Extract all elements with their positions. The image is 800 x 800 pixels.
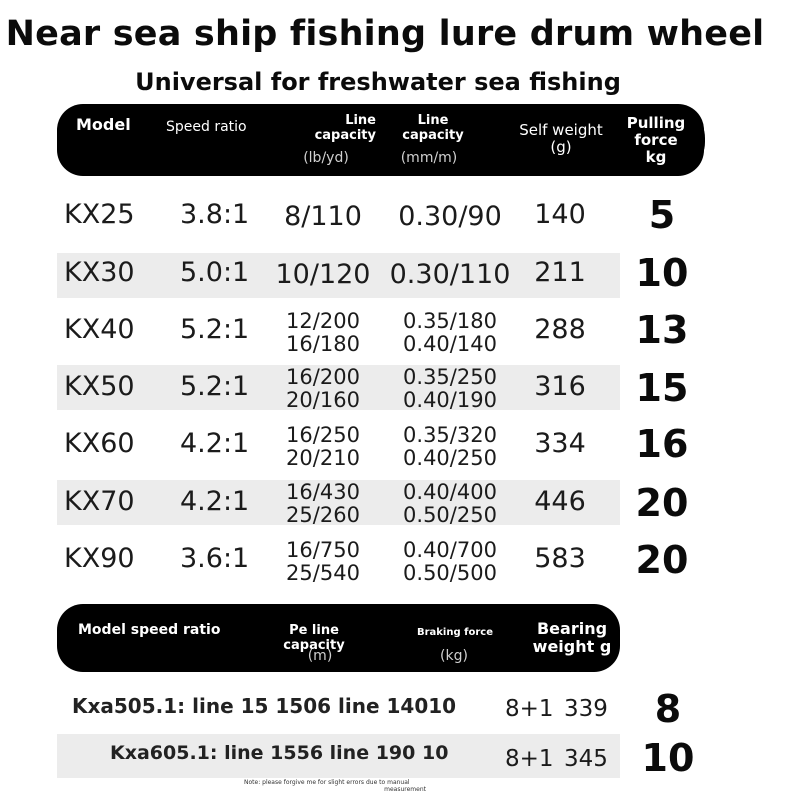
cell-weight: 339: [564, 696, 608, 722]
cell-pulling-force: 20: [635, 538, 689, 582]
cell-line-capacity-lb: 10/120: [275, 259, 371, 290]
cell-speed-ratio: 5.2:1: [180, 314, 250, 345]
cell-pulling-force: 8: [654, 687, 682, 731]
cell-line-capacity-mm: 0.40/700: [403, 538, 497, 562]
cell-spec: Kxa505.1: line 15 1506 line 14010: [72, 694, 457, 718]
cell-line-capacity-lb: 12/200: [286, 309, 360, 333]
cell-line-capacity-lb-2: 16/180: [286, 332, 360, 356]
footnote-line-2: measurement: [384, 785, 426, 793]
header-pulling-force: Pulling force kg: [626, 114, 686, 166]
cell-line-capacity-lb: 16/430: [286, 480, 360, 504]
header-line-capacity-mm: Line capacity: [402, 113, 464, 143]
cell-line-capacity-mm-2: 0.40/250: [403, 446, 497, 470]
cell-weight: 316: [534, 371, 586, 402]
cell-pulling-force: 20: [635, 481, 689, 525]
cell-pulling-force: 5: [648, 193, 676, 237]
cell-weight: 345: [564, 746, 608, 772]
cell-model: KX70: [64, 486, 135, 517]
cell-speed-ratio: 5.2:1: [180, 371, 250, 402]
cell-spec: Kxa605.1: line 1556 line 190 10: [110, 742, 449, 764]
cell-model: KX90: [64, 543, 135, 574]
cell-model: KX60: [64, 428, 135, 459]
header-line-capacity-lb: Line capacity: [314, 113, 376, 143]
header-bearing-weight: Bearing weight g: [532, 619, 612, 656]
cell-speed-ratio: 3.6:1: [180, 543, 250, 574]
cell-pulling-force: 15: [635, 366, 689, 410]
cell-model: KX50: [64, 371, 135, 402]
cell-pulling-force: 10: [635, 251, 689, 295]
footnote: [244, 780, 434, 793]
cell-line-capacity-lb-2: 20/210: [286, 446, 360, 470]
cell-line-capacity-lb: 16/750: [286, 538, 360, 562]
cell-model: KX40: [64, 314, 135, 345]
cell-weight: 446: [534, 486, 586, 517]
cell-speed-ratio: 4.2:1: [180, 486, 250, 517]
cell-line-capacity-lb: 8/110: [284, 201, 362, 232]
cell-weight: 288: [534, 314, 586, 345]
page-subtitle: Universal for freshwater sea fishing: [135, 68, 621, 96]
cell-weight: 140: [534, 199, 586, 230]
cell-weight: 211: [534, 257, 586, 288]
cell-line-capacity-mm-2: 0.50/500: [403, 561, 497, 585]
cell-model: KX25: [64, 199, 135, 230]
header-model: Model: [76, 115, 131, 134]
footnote-line-1: Note: please forgive me for slight errors due to manual: [244, 779, 410, 786]
cell-line-capacity-lb: 16/250: [286, 423, 360, 447]
cell-pulling-force: 13: [635, 308, 689, 352]
cell-pulling-force: 16: [635, 422, 689, 466]
cell-line-capacity-mm-2: 0.40/190: [403, 388, 497, 412]
cell-model: KX30: [64, 257, 135, 288]
cell-line-capacity-mm-2: 0.40/140: [403, 332, 497, 356]
header-pe-unit: (m): [307, 648, 333, 664]
cell-line-capacity-lb-2: 25/260: [286, 503, 360, 527]
cell-speed-ratio: 4.2:1: [180, 428, 250, 459]
cell-line-capacity-mm: 0.30/90: [398, 201, 502, 232]
header-braking-force: Braking force: [416, 627, 493, 638]
cell-speed-ratio: 3.8:1: [180, 199, 250, 230]
cell-line-capacity-mm: 0.35/250: [403, 365, 497, 389]
cell-bearing: 8+1: [505, 746, 554, 772]
cell-line-capacity-mm: 0.35/180: [403, 309, 497, 333]
cell-weight: 583: [534, 543, 586, 574]
header-braking-unit: (kg): [440, 648, 468, 664]
header-self-weight: Self weight (g): [519, 121, 603, 156]
cell-line-capacity-mm-2: 0.50/250: [403, 503, 497, 527]
header-model-speed-ratio: Model speed ratio: [78, 622, 221, 638]
header-line-capacity-lb-unit: (lb/yd): [303, 150, 349, 166]
cell-pulling-force: 10: [641, 736, 695, 780]
cell-line-capacity-lb: 16/200: [286, 365, 360, 389]
cell-line-capacity-lb-2: 25/540: [286, 561, 360, 585]
cell-weight: 334: [534, 428, 586, 459]
header-speed-ratio: Speed ratio: [166, 119, 247, 135]
cell-bearing: 8+1: [505, 696, 554, 722]
page-title: Near sea ship fishing lure drum wheel: [5, 14, 765, 54]
cell-line-capacity-mm: 0.30/110: [389, 259, 511, 290]
cell-line-capacity-mm: 0.35/320: [403, 423, 497, 447]
cell-line-capacity-mm: 0.40/400: [403, 480, 497, 504]
cell-line-capacity-lb-2: 20/160: [286, 388, 360, 412]
cell-speed-ratio: 5.0:1: [180, 257, 250, 288]
header-line-capacity-mm-unit: (mm/m): [400, 150, 458, 166]
header-pe-line-capacity: Pe line capacity: [283, 623, 345, 653]
